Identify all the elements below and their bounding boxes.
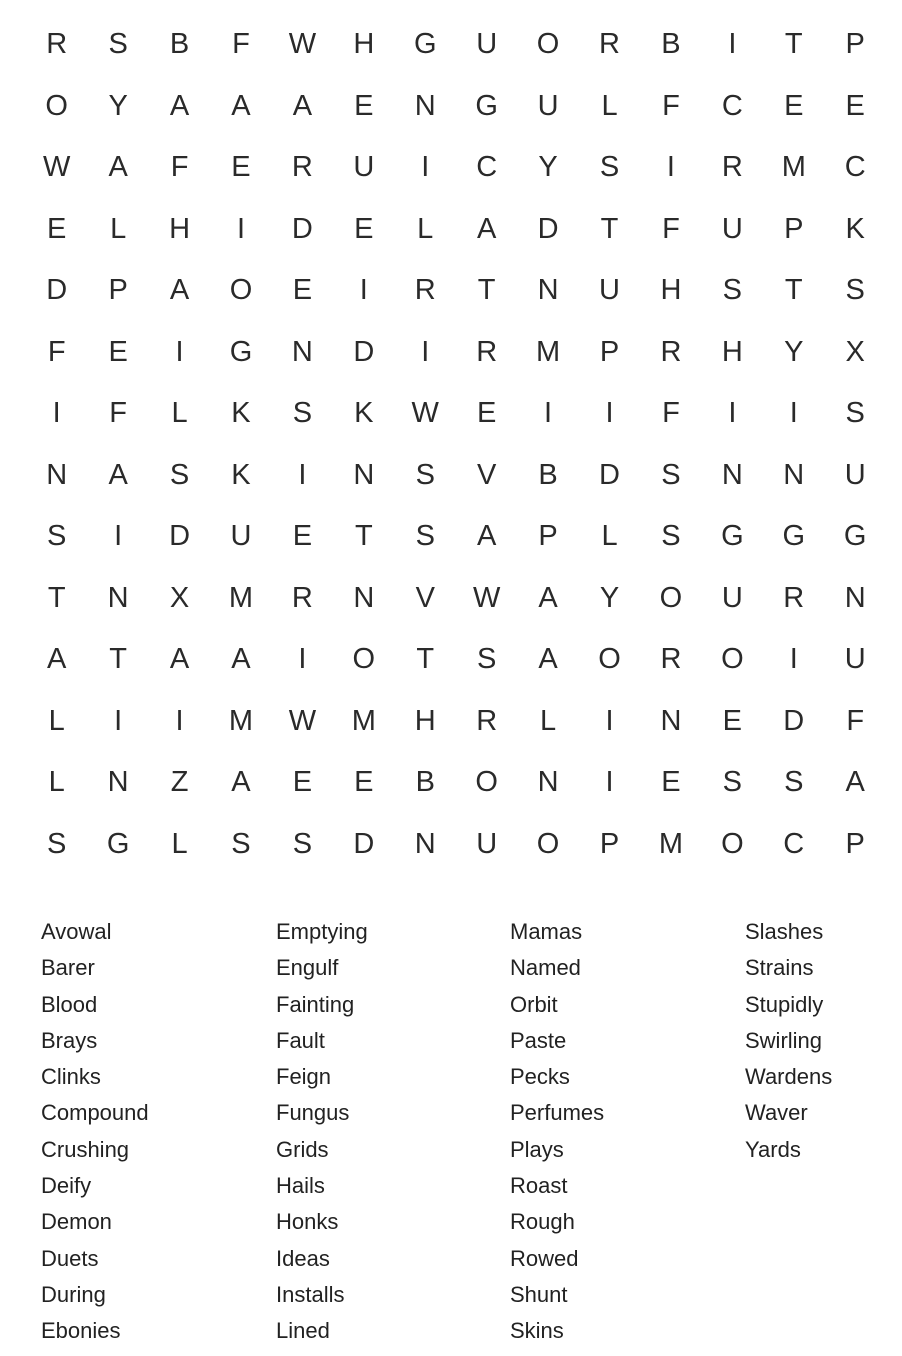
grid-letter[interactable]: W	[472, 581, 501, 614]
word-list-item: Feign	[276, 1064, 332, 1090]
grid-letter[interactable]: W	[288, 704, 317, 737]
word-list-item: Paste	[510, 1027, 567, 1053]
grid-letter[interactable]: S	[415, 458, 435, 491]
grid-letter[interactable]: N	[46, 458, 68, 491]
grid-letter[interactable]: B	[538, 458, 558, 491]
grid-letter[interactable]: P	[845, 827, 865, 860]
grid-letter[interactable]: U	[844, 458, 866, 491]
grid-letter[interactable]: E	[354, 766, 374, 799]
grid-letter[interactable]: I	[544, 397, 553, 430]
grid-letter[interactable]: Y	[538, 151, 558, 184]
grid-letter[interactable]: C	[783, 827, 805, 860]
grid-letter[interactable]: O	[475, 766, 498, 799]
grid-letter[interactable]: A	[231, 89, 251, 122]
grid-letter[interactable]: T	[784, 274, 803, 307]
grid-letter[interactable]: F	[662, 397, 680, 430]
grid-letter[interactable]: E	[47, 212, 67, 245]
grid-letter[interactable]: E	[784, 89, 804, 122]
grid-letter[interactable]: R	[660, 335, 682, 368]
grid-letter[interactable]: I	[605, 397, 614, 430]
grid-letter[interactable]: H	[721, 335, 743, 368]
grid-letter[interactable]: R	[721, 151, 743, 184]
grid-letter[interactable]: I	[605, 704, 614, 737]
grid-letter[interactable]: F	[846, 704, 865, 737]
grid-letter[interactable]: S	[784, 766, 804, 799]
grid-letter[interactable]: A	[845, 766, 865, 799]
grid-letter[interactable]: I	[605, 766, 614, 799]
grid-letter[interactable]: E	[476, 397, 497, 430]
grid-letter[interactable]: A	[538, 643, 558, 676]
grid-letter[interactable]: R	[599, 28, 620, 61]
grid-letter[interactable]: L	[48, 704, 65, 737]
grid-letter[interactable]: S	[169, 458, 190, 491]
grid-letter[interactable]: V	[415, 581, 435, 614]
grid-letter[interactable]: K	[845, 212, 865, 245]
grid-letter[interactable]: C	[721, 89, 743, 122]
grid-letter[interactable]: X	[169, 581, 190, 614]
grid-letter[interactable]: X	[845, 335, 865, 368]
grid-letter[interactable]: O	[721, 827, 744, 860]
grid-letter[interactable]: H	[169, 212, 191, 245]
grid-letter[interactable]: A	[169, 643, 190, 676]
word-list-item: Avowal	[41, 919, 112, 944]
grid-letter[interactable]: N	[414, 827, 436, 860]
grid-letter[interactable]: L	[110, 212, 127, 245]
grid-letter[interactable]: D	[169, 520, 191, 553]
grid-letter[interactable]: H	[353, 28, 375, 61]
grid-letter[interactable]: N	[291, 335, 313, 368]
grid-letter[interactable]: T	[416, 643, 435, 676]
grid-letter[interactable]: A	[169, 89, 190, 122]
grid-letter[interactable]: Y	[784, 335, 804, 368]
grid-letter[interactable]: S	[661, 520, 681, 553]
grid-letter[interactable]: F	[109, 397, 127, 430]
grid-letter[interactable]: S	[599, 151, 620, 184]
grid-letter[interactable]: O	[659, 581, 683, 614]
grid-letter[interactable]: A	[231, 766, 251, 799]
word-list-item: Installs	[276, 1281, 345, 1307]
word-list-item: Duets	[41, 1245, 99, 1271]
grid-letter[interactable]: S	[47, 520, 67, 553]
grid-letter[interactable]: S	[661, 458, 681, 491]
grid-letter[interactable]: P	[599, 827, 620, 860]
grid-letter[interactable]: R	[291, 151, 313, 184]
grid-letter[interactable]: I	[728, 397, 737, 430]
grid-letter[interactable]: O	[352, 643, 376, 676]
grid-letter[interactable]: R	[476, 704, 498, 737]
grid-letter[interactable]: B	[661, 28, 681, 61]
grid-letter[interactable]: N	[783, 458, 805, 491]
grid-letter[interactable]: L	[601, 520, 618, 553]
grid-letter[interactable]: O	[229, 274, 253, 307]
grid-letter[interactable]: Z	[170, 766, 189, 799]
grid-letter[interactable]: A	[292, 89, 313, 122]
grid-letter[interactable]: U	[353, 151, 375, 184]
grid-letter[interactable]: L	[171, 827, 188, 860]
word-list-item: Engulf	[276, 955, 339, 981]
grid-letter[interactable]: E	[845, 89, 865, 122]
grid-letter[interactable]: K	[354, 397, 374, 430]
grid-letter[interactable]: U	[537, 89, 559, 122]
grid-letter[interactable]: D	[599, 458, 620, 491]
grid-letter[interactable]: E	[354, 89, 374, 122]
grid-letter[interactable]: I	[114, 520, 123, 553]
grid-letter[interactable]: L	[417, 212, 434, 245]
word-list-item: Shunt	[510, 1281, 568, 1307]
grid-letter[interactable]: A	[47, 643, 67, 676]
grid-letter[interactable]: T	[600, 212, 619, 245]
grid-letter[interactable]: U	[230, 520, 252, 553]
grid-letter[interactable]: N	[414, 89, 436, 122]
grid-letter[interactable]: B	[169, 28, 190, 61]
word-list-item: Skins	[510, 1318, 564, 1344]
word-list-item: Pecks	[510, 1064, 570, 1090]
grid-letter[interactable]: M	[351, 704, 376, 737]
grid-letter[interactable]: K	[231, 458, 251, 491]
grid-letter[interactable]: N	[537, 274, 559, 307]
grid-letter[interactable]: I	[666, 151, 675, 184]
grid-letter[interactable]: F	[170, 151, 189, 184]
grid-letter[interactable]: S	[108, 28, 128, 61]
grid-letter[interactable]: N	[107, 581, 129, 614]
grid-letter[interactable]: L	[171, 397, 188, 430]
grid-letter[interactable]: S	[47, 827, 67, 860]
grid-letter[interactable]: S	[845, 397, 865, 430]
word-list-item: Brays	[41, 1027, 98, 1053]
grid-letter[interactable]: A	[108, 151, 128, 184]
grid-letter[interactable]: W	[43, 151, 71, 184]
grid-letter[interactable]: P	[538, 520, 558, 553]
grid-letter[interactable]: R	[783, 581, 805, 614]
grid-letter[interactable]: K	[231, 397, 251, 430]
word-list-item: Blood	[41, 991, 98, 1017]
grid-letter[interactable]: G	[782, 520, 806, 553]
grid-letter[interactable]: R	[414, 274, 436, 307]
grid-letter[interactable]: W	[288, 28, 317, 61]
grid-letter[interactable]: E	[292, 520, 313, 553]
grid-letter[interactable]: I	[728, 28, 737, 61]
grid-letter[interactable]: T	[477, 274, 496, 307]
grid-letter[interactable]: O	[598, 643, 621, 676]
grid-letter[interactable]: M	[228, 704, 254, 737]
word-list-item: Swirling	[745, 1027, 823, 1053]
grid-letter[interactable]: G	[106, 827, 130, 860]
grid-letter[interactable]: C	[476, 151, 498, 184]
grid-letter[interactable]: N	[721, 458, 743, 491]
grid-letter[interactable]: N	[107, 766, 129, 799]
grid-letter[interactable]: E	[354, 212, 374, 245]
grid-letter[interactable]: S	[722, 274, 743, 307]
grid-letter[interactable]: G	[843, 520, 867, 553]
grid-letter[interactable]: F	[662, 212, 680, 245]
word-list-item: Yards	[745, 1136, 801, 1162]
grid-letter[interactable]: F	[47, 335, 66, 368]
grid-letter[interactable]: A	[476, 520, 497, 553]
grid-letter[interactable]: D	[353, 335, 375, 368]
word-list-item: Clinks	[41, 1064, 101, 1090]
grid-letter[interactable]: U	[476, 28, 498, 61]
grid-letter[interactable]: C	[844, 151, 866, 184]
grid-letter[interactable]: I	[298, 458, 307, 491]
grid-letter[interactable]: E	[661, 766, 681, 799]
grid-letter[interactable]: M	[781, 151, 806, 184]
grid-letter[interactable]: G	[475, 89, 498, 122]
grid-letter[interactable]: M	[228, 581, 254, 614]
grid-letter[interactable]: D	[353, 827, 375, 860]
grid-letter[interactable]: B	[415, 766, 435, 799]
word-list-item: During	[41, 1281, 106, 1307]
grid-letter[interactable]: P	[108, 274, 128, 307]
grid-letter[interactable]: U	[599, 274, 620, 307]
word-list-item: Barer	[41, 955, 95, 981]
grid-letter[interactable]: G	[413, 28, 437, 61]
grid-letter[interactable]: M	[658, 827, 684, 860]
word-list	[41, 914, 881, 1350]
word-list-item: Plays	[510, 1136, 564, 1162]
grid-letter[interactable]: G	[229, 335, 253, 368]
word-list-item: Fainting	[276, 991, 355, 1017]
grid-letter[interactable]: E	[231, 151, 251, 184]
grid-letter[interactable]: S	[845, 274, 865, 307]
grid-letter[interactable]: A	[108, 458, 128, 491]
grid-letter[interactable]: G	[721, 520, 744, 553]
grid-letter[interactable]: O	[45, 89, 68, 122]
letter-grid	[26, 14, 886, 875]
grid-letter[interactable]: N	[537, 766, 559, 799]
grid-letter[interactable]: A	[231, 643, 251, 676]
grid-letter[interactable]: E	[292, 766, 313, 799]
grid-letter[interactable]: N	[660, 704, 682, 737]
grid-letter[interactable]: N	[844, 581, 866, 614]
grid-letter[interactable]: T	[109, 643, 127, 676]
grid-letter[interactable]: D	[783, 704, 805, 737]
grid-letter[interactable]: I	[359, 274, 368, 307]
word-list-item: Fault	[276, 1027, 325, 1053]
grid-letter[interactable]: S	[476, 643, 497, 676]
grid-letter[interactable]: I	[52, 397, 61, 430]
word-list-item: Deify	[41, 1173, 92, 1199]
grid-letter[interactable]: L	[601, 89, 618, 122]
grid-letter[interactable]: I	[421, 335, 430, 368]
word-list-item: Demon	[41, 1209, 112, 1235]
grid-letter[interactable]: R	[291, 581, 313, 614]
grid-letter[interactable]: D	[537, 212, 559, 245]
grid-letter[interactable]: H	[414, 704, 436, 737]
grid-letter[interactable]: A	[538, 581, 558, 614]
word-list-item: Hails	[276, 1173, 325, 1199]
grid-letter[interactable]: L	[48, 766, 65, 799]
grid-letter[interactable]: N	[353, 581, 375, 614]
grid-letter[interactable]: E	[722, 704, 743, 737]
grid-letter[interactable]: F	[662, 89, 680, 122]
grid-letter[interactable]: S	[722, 766, 743, 799]
grid-letter[interactable]: A	[476, 212, 497, 245]
grid-letter[interactable]: D	[46, 274, 68, 307]
word-list-item: Ebonies	[41, 1318, 121, 1344]
grid-letter[interactable]: I	[175, 704, 184, 737]
grid-letter[interactable]: L	[540, 704, 557, 737]
grid-letter[interactable]: V	[476, 458, 497, 491]
grid-letter[interactable]: O	[536, 28, 560, 61]
grid-letter[interactable]: P	[845, 28, 865, 61]
grid-letter[interactable]: I	[114, 704, 123, 737]
word-list-item: Named	[510, 955, 581, 981]
grid-letter[interactable]: Y	[108, 89, 128, 122]
grid-letter[interactable]: P	[784, 212, 804, 245]
word-list-item: Mamas	[510, 919, 583, 944]
word-list-item: Crushing	[41, 1136, 130, 1162]
grid-letter[interactable]: I	[789, 397, 798, 430]
word-list-item: Stupidly	[745, 991, 824, 1017]
word-list-item: Waver	[745, 1100, 808, 1126]
grid-letter[interactable]: P	[599, 335, 620, 368]
grid-letter[interactable]: A	[169, 274, 190, 307]
word-list-item: Wardens	[745, 1064, 833, 1090]
grid-letter[interactable]: E	[108, 335, 128, 368]
word-list-item: Slashes	[745, 919, 824, 944]
grid-letter[interactable]: M	[536, 335, 561, 368]
grid-letter[interactable]: R	[46, 28, 68, 61]
word-list-item: Lined	[276, 1318, 330, 1344]
grid-letter[interactable]: R	[660, 643, 682, 676]
word-list-item: Orbit	[510, 991, 558, 1017]
word-list-item: Strains	[745, 955, 814, 981]
grid-letter[interactable]: I	[236, 212, 245, 245]
grid-letter[interactable]: D	[291, 212, 313, 245]
grid-letter[interactable]: U	[476, 827, 498, 860]
grid-letter[interactable]: U	[844, 643, 866, 676]
grid-letter[interactable]: Y	[599, 581, 620, 614]
grid-letter[interactable]: O	[721, 643, 744, 676]
word-list-item: Rough	[510, 1209, 575, 1235]
word-list-item: Roast	[510, 1173, 568, 1199]
word-list-item: Grids	[276, 1136, 329, 1162]
word-list-item: Emptying	[276, 919, 368, 944]
grid-letter[interactable]: T	[784, 28, 803, 61]
grid-letter[interactable]: I	[421, 151, 430, 184]
grid-letter[interactable]: O	[536, 827, 560, 860]
grid-letter[interactable]: I	[175, 335, 184, 368]
word-list-item: Ideas	[276, 1245, 330, 1271]
grid-letter[interactable]: S	[231, 827, 251, 860]
grid-letter[interactable]: T	[47, 581, 66, 614]
word-list-item: Perfumes	[510, 1100, 605, 1126]
grid-letter[interactable]: I	[789, 643, 798, 676]
grid-letter[interactable]: W	[411, 397, 439, 430]
grid-letter[interactable]: U	[721, 212, 743, 245]
grid-letter[interactable]: S	[292, 827, 313, 860]
grid-letter[interactable]: E	[292, 274, 313, 307]
word-list-item: Honks	[276, 1209, 339, 1235]
grid-letter[interactable]: R	[476, 335, 498, 368]
grid-letter[interactable]: N	[353, 458, 375, 491]
grid-letter[interactable]: F	[232, 28, 250, 61]
grid-letter[interactable]: S	[415, 520, 435, 553]
grid-letter[interactable]: U	[721, 581, 743, 614]
grid-letter[interactable]: S	[292, 397, 313, 430]
word-list-item: Fungus	[276, 1100, 350, 1126]
grid-letter[interactable]: I	[298, 643, 307, 676]
word-list-item: Compound	[41, 1100, 149, 1126]
grid-letter[interactable]: T	[354, 520, 373, 553]
word-list-item: Rowed	[510, 1245, 579, 1271]
grid-letter[interactable]: H	[660, 274, 682, 307]
